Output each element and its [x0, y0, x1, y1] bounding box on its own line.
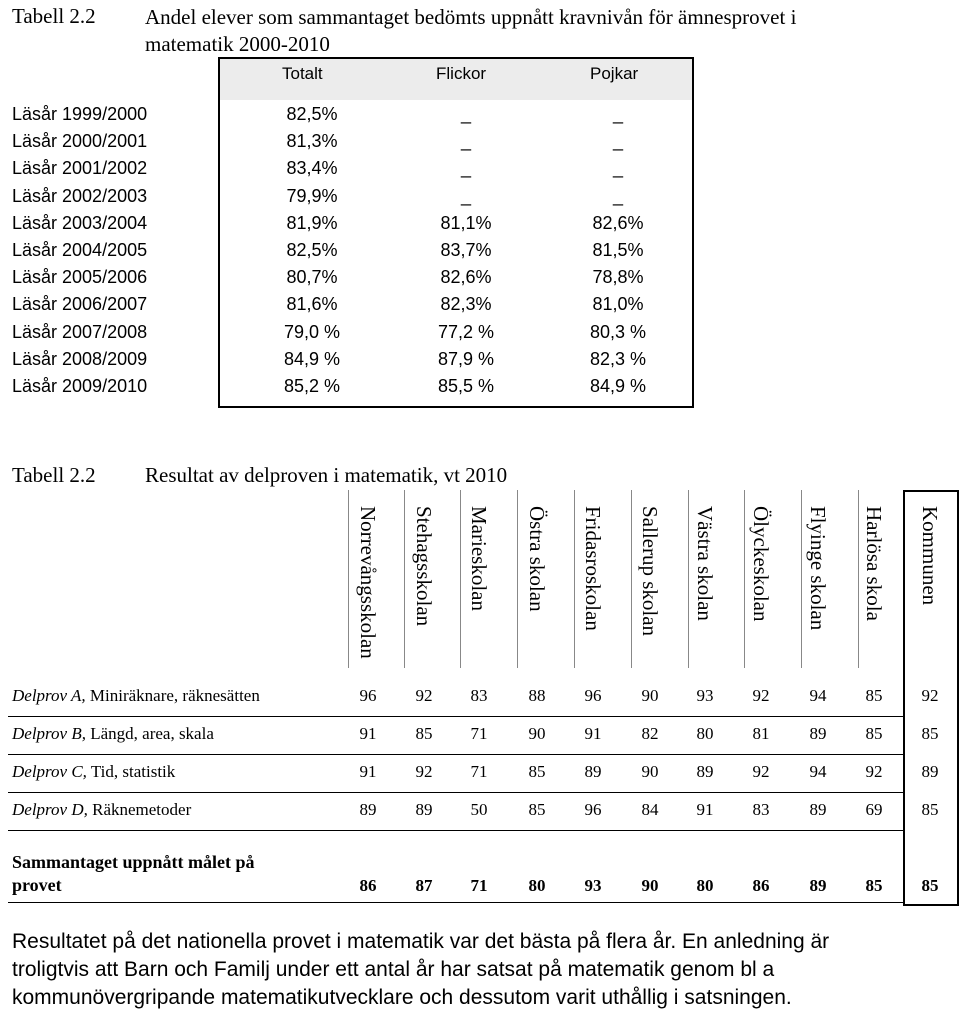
table1-cell-totalt: 81,6%: [286, 294, 338, 315]
summary-label-line2: provet: [12, 875, 62, 895]
school-column-divider: [688, 490, 689, 668]
table1-cell-pojkar: _: [612, 185, 623, 206]
delprov-description: Tid, statistik: [86, 762, 176, 781]
school-header: Ölyckeskolan: [749, 506, 773, 622]
delprov-score-cell: 71: [470, 724, 488, 743]
delprov-score-cell: 92: [752, 762, 770, 781]
delprov-score-cell: 81: [752, 724, 770, 743]
school-header: Flyinge skolan: [806, 506, 830, 631]
summary-score-cell: 87: [415, 876, 433, 895]
school-column-divider: [460, 490, 461, 668]
delprov-score-cell: 92: [415, 762, 433, 781]
table1-cell-totalt: 82,5%: [286, 240, 338, 260]
table1-title-line1: Andel elever som sammantaget bedömts uppnått kravnivån för ämnesprovet i: [145, 5, 797, 29]
delprov-row-label: [12, 724, 214, 744]
table1-cell-flickor: 87,9 %: [437, 348, 495, 369]
school-column-divider: [348, 490, 349, 668]
school-column-divider: [631, 490, 632, 668]
table1-cell-flickor: 83,7%: [440, 240, 492, 260]
table1-header-row: [218, 57, 694, 100]
delprov-score-cell: 85: [865, 724, 883, 743]
delprov-row-label: [12, 800, 191, 820]
delprov-description: Miniräknare, räknesätten: [85, 686, 260, 705]
summary-score-cell: 90: [641, 876, 659, 895]
table1-cell-totalt: 81,9%: [286, 212, 338, 233]
delprov-score-cell: 83: [470, 686, 488, 705]
delprov-score-cell: 89: [584, 762, 602, 781]
delprov-score-cell: 82: [641, 724, 659, 743]
delprov-score-cell: 96: [359, 686, 377, 705]
table1-row-label: Läsår 2000/2001: [12, 131, 148, 152]
delprov-score-cell: 84: [641, 800, 659, 819]
table1-cell-pojkar: _: [612, 158, 623, 179]
delprov-score-cell: 85: [528, 800, 546, 819]
table1-cell-totalt: 79,9%: [286, 185, 338, 206]
delprov-row-label: [12, 762, 175, 782]
table1-cell-flickor: 81,1%: [440, 212, 492, 233]
school-column-divider: [517, 490, 518, 668]
table1-cell-totalt: 79,0 %: [283, 321, 341, 342]
table1-label: Tabell 2.2: [12, 4, 96, 28]
school-header: Kommunen: [918, 506, 942, 606]
table2-title: Resultat av delproven i matematik, vt 2010: [145, 463, 508, 487]
school-column-divider: [404, 490, 405, 668]
table1-header-totalt: Totalt: [282, 64, 323, 83]
school-column-divider: [744, 490, 745, 668]
table1-cell-pojkar: 81,5%: [592, 240, 644, 260]
table1-cell-totalt: 80,7%: [286, 267, 338, 288]
table1-cell-pojkar: 78,8%: [592, 267, 644, 288]
table1-cell-pojkar: 84,9 %: [589, 376, 647, 396]
delprov-name: Delprov D,: [12, 800, 88, 819]
delprov-score-cell: 91: [696, 800, 714, 819]
school-header: Norrevångsskolan: [356, 506, 380, 659]
delprov-score-cell: 91: [584, 724, 602, 743]
table1-row-label: Läsår 2004/2005: [12, 240, 148, 260]
table1-title-line2: matematik 2000-2010: [145, 32, 330, 56]
table1-cell-flickor: 85,5 %: [437, 376, 495, 396]
school-header: Stehagsskolan: [412, 506, 436, 627]
delprov-score-cell: 89: [359, 800, 377, 819]
delprov-description: Räknemetoder: [87, 800, 192, 819]
table1-cell-pojkar: 81,0%: [592, 294, 644, 315]
table1-row-label: Läsår 1999/2000: [12, 104, 148, 124]
delprov-score-cell: 96: [584, 800, 602, 819]
summary-score-cell: 85: [921, 876, 939, 895]
delprov-score-cell: 91: [359, 724, 377, 743]
conclusion-paragraph: [12, 928, 942, 1012]
school-header: Östra skolan: [525, 506, 549, 612]
school-header: Marieskolan: [467, 506, 491, 611]
delprov-score-cell: 80: [696, 724, 714, 743]
table1-cell-flickor: _: [460, 185, 471, 206]
school-column-divider: [574, 490, 575, 668]
school-header: Fridasroskolan: [581, 506, 605, 631]
delprov-description: Längd, area, skala: [85, 724, 214, 743]
table1-cell-totalt: 84,9 %: [283, 348, 341, 369]
delprov-score-cell: 92: [865, 762, 883, 781]
delprov-score-cell: 92: [921, 686, 939, 705]
table2-label: Tabell 2.2: [12, 463, 96, 487]
row-separator: [8, 754, 903, 755]
table1-row-label: Läsår 2006/2007: [12, 294, 148, 315]
summary-score-cell: 80: [696, 876, 714, 895]
school-column-divider: [801, 490, 802, 668]
row-separator: [8, 830, 903, 831]
delprov-name: Delprov C,: [12, 762, 87, 781]
table1-cell-flickor: _: [460, 131, 471, 152]
summary-score-cell: 86: [752, 876, 770, 895]
table1-header-flickor: Flickor: [436, 64, 487, 83]
table1-cell-totalt: 85,2 %: [283, 376, 341, 396]
delprov-score-cell: 93: [696, 686, 714, 705]
delprov-score-cell: 88: [528, 686, 546, 705]
delprov-score-cell: 89: [921, 762, 939, 781]
table1-cell-pojkar: 82,3 %: [589, 348, 647, 369]
delprov-score-cell: 50: [470, 800, 488, 819]
delprov-score-cell: 92: [752, 686, 770, 705]
table1-cell-pojkar: 82,6%: [592, 212, 644, 233]
table1-cell-pojkar: 80,3 %: [589, 321, 647, 342]
table1-cell-totalt: 81,3%: [286, 131, 338, 152]
delprov-score-cell: 90: [641, 762, 659, 781]
delprov-score-cell: 94: [809, 686, 827, 705]
summary-score-cell: 80: [528, 876, 546, 895]
summary-score-cell: 93: [584, 876, 602, 895]
paragraph-line-1: Resultatet på det nationella provet i matematik var det bästa på flera år. En anledning är: [12, 930, 830, 953]
delprov-score-cell: 89: [809, 800, 827, 819]
delprov-score-cell: 85: [415, 724, 433, 743]
summary-score-cell: 86: [359, 876, 377, 895]
delprov-score-cell: 71: [470, 762, 488, 781]
table1-cell-flickor: 77,2 %: [437, 321, 495, 342]
table1-cell-flickor: 82,6%: [440, 267, 492, 288]
table1-cell-pojkar: _: [612, 131, 623, 152]
delprov-name: Delprov B,: [12, 724, 86, 743]
summary-label-line1: Sammantaget uppnått målet på: [12, 852, 255, 872]
paragraph-line-3: kommunövergripande matematikutvecklare och dessutom varit uthållig i satsningen.: [12, 986, 792, 1009]
paragraph-line-2: troligtvis att Barn och Familj under ett antal år har satsat på matematik genom bl a: [12, 958, 775, 981]
delprov-row-label: [12, 686, 260, 706]
table1-cell-pojkar: _: [612, 104, 623, 124]
table1-cell-totalt: 82,5%: [286, 104, 338, 124]
table1-cell-flickor: 82,3%: [440, 294, 492, 315]
summary-score-cell: 85: [865, 876, 883, 895]
table1-row-label: Läsår 2005/2006: [12, 267, 148, 288]
table1-row-label: Läsår 2008/2009: [12, 348, 148, 369]
table1-row-label: Läsår 2007/2008: [12, 321, 148, 342]
delprov-score-cell: 85: [921, 800, 939, 819]
table1-row-label: Läsår 2001/2002: [12, 158, 148, 179]
delprov-score-cell: 89: [696, 762, 714, 781]
row-separator: [8, 792, 903, 793]
summary-score-cell: 71: [470, 876, 488, 895]
school-header: Harlösa skola: [862, 506, 886, 621]
delprov-score-cell: 69: [865, 800, 883, 819]
table1-header-pojkar: Pojkar: [590, 64, 639, 83]
delprov-name: Delprov A,: [12, 686, 86, 705]
table1-cell-flickor: _: [460, 158, 471, 179]
delprov-score-cell: 89: [415, 800, 433, 819]
school-header: Sallerup skolan: [638, 506, 662, 637]
delprov-score-cell: 85: [921, 724, 939, 743]
delprov-score-cell: 94: [809, 762, 827, 781]
row-separator: [8, 716, 903, 717]
delprov-score-cell: 85: [865, 686, 883, 705]
delprov-score-cell: 92: [415, 686, 433, 705]
table1-row-label: Läsår 2009/2010: [12, 376, 148, 396]
delprov-score-cell: 85: [528, 762, 546, 781]
delprov-score-cell: 91: [359, 762, 377, 781]
delprov-score-cell: 96: [584, 686, 602, 705]
summary-score-cell: 89: [809, 876, 827, 895]
delprov-score-cell: 89: [809, 724, 827, 743]
summary-bottom-line: [8, 902, 903, 903]
delprov-score-cell: 83: [752, 800, 770, 819]
delprov-score-cell: 90: [641, 686, 659, 705]
school-header: Västra skolan: [693, 506, 717, 621]
delprov-score-cell: 90: [528, 724, 546, 743]
table1-row-label: Läsår 2002/2003: [12, 185, 148, 206]
school-column-divider: [858, 490, 859, 668]
table1-row-label: Läsår 2003/2004: [12, 212, 148, 233]
table1-cell-flickor: _: [460, 104, 471, 124]
table1-cell-totalt: 83,4%: [286, 158, 338, 179]
